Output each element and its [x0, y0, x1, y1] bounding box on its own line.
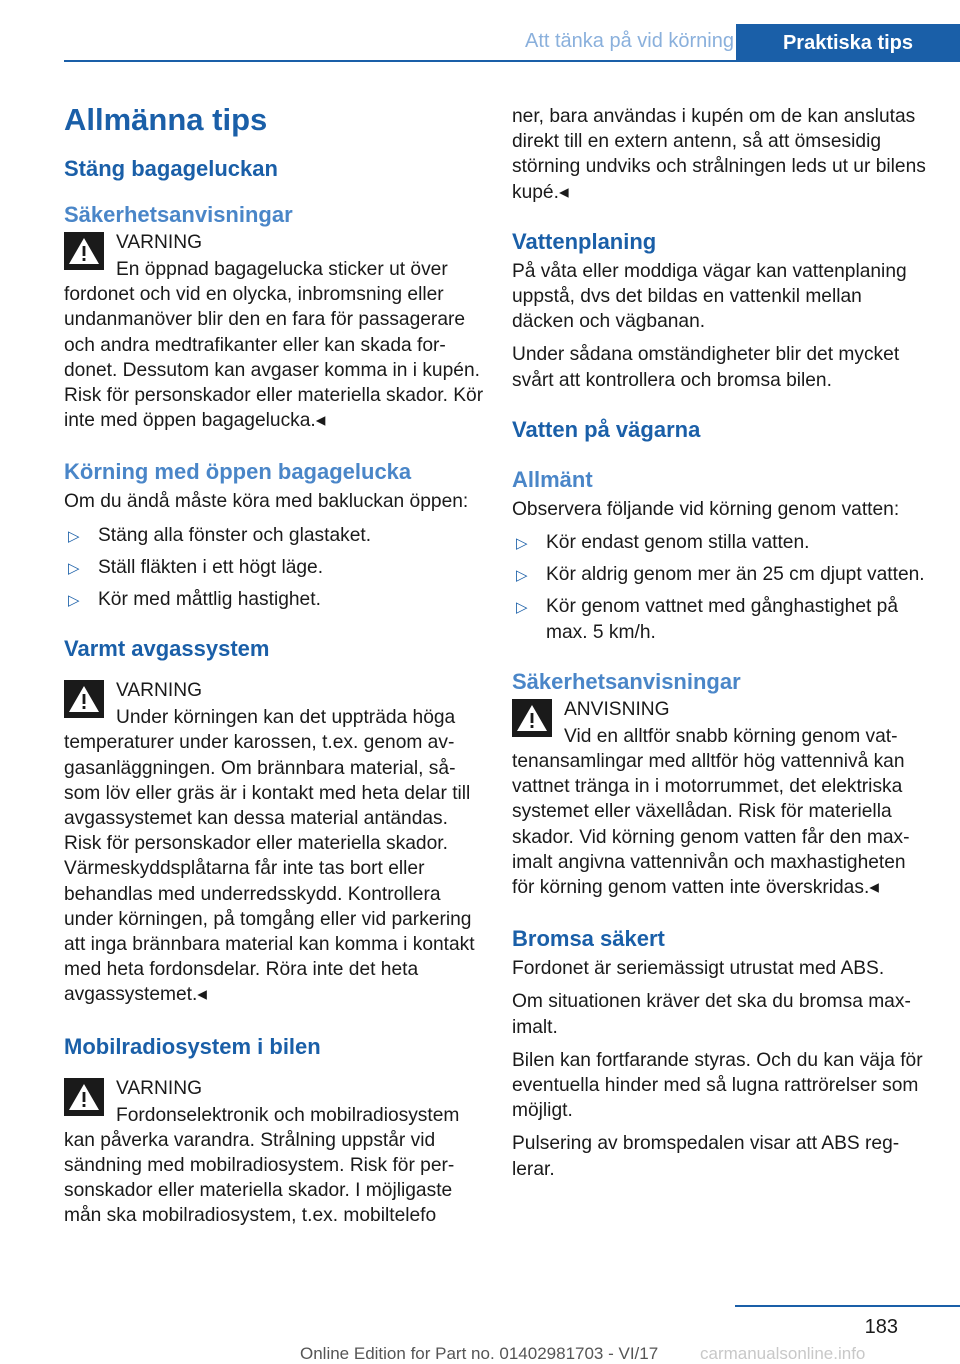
aquaplaning-text-2: Under sådana omständigheter blir det mycket svårt att kontrollera och bromsa bilen.	[512, 344, 900, 391]
heading-general: Allmänt	[512, 466, 593, 492]
list-item: ▷ Kör endast genom stilla vatten.	[512, 530, 926, 555]
heading-hot-exhaust: Varmt avgassystem	[64, 636, 270, 662]
right-column	[512, 104, 926, 1190]
warning-label: VARNING	[116, 1077, 202, 1099]
warning-box-3	[64, 1078, 484, 1229]
edition-note: Online Edition for Part no. 01402981703 - VI/17	[300, 1344, 659, 1363]
brake-text-1: Fordonet är seriemässigt utrustat med ABS.	[512, 958, 885, 980]
warning-text: En öppnad bagagelucka sticker ut över fordonet och vid en olycka, inbromsning eller undanmanöver blir den en fara för passagerare och andra medtrafikanter eller kan skada fordonet. Dessutom kan avgaser komma in i kupén. Risk för personskador eller materiella skador. Kör inte med öppen bagagelucka.◂	[64, 259, 484, 432]
continued-text: ner, bara användas i kupén om de kan anslutas direkt till en extern antenn, så att ömsesidig störning undviks och strålningen leds ut ur bilens kupé.◂	[512, 106, 926, 203]
list-item: ▷ Kör aldrig genom mer än 25 cm djupt vatten.	[512, 562, 926, 587]
heading-safety-2: Säkerhetsanvisningar	[512, 668, 741, 694]
page-title: Allmänna tips	[64, 102, 268, 137]
bullet-triangle-icon: ▷	[68, 559, 80, 577]
list-item: ▷ Stäng alla fönster och glastaket.	[64, 523, 484, 548]
bullet-triangle-icon: ▷	[516, 567, 528, 585]
open-trunk-list	[64, 523, 484, 613]
heading-safety-1: Säkerhetsanvisningar	[64, 202, 293, 227]
warning-triangle-icon	[64, 232, 104, 270]
heading-brake-safely: Bromsa säkert	[512, 926, 665, 952]
header-rule	[64, 60, 960, 62]
water-intro: Observera följande vid körning genom vatten:	[512, 498, 900, 520]
header-tab: Praktiska tips	[736, 24, 960, 62]
water-list	[512, 530, 926, 645]
note-text: Vid en alltför snabb körning genom vattenansamlingar med alltför hög vattennivå kan vattnet tränga in i motorrummet, det elektriska systemet eller växellådan. Risk för materiella skador. Vid körning genom vatten får den maximalt angivna vattennivån och maxhastigheten för körning genom vatten inte överskridas.◂	[512, 725, 910, 899]
warning-triangle-icon	[64, 680, 104, 718]
warning-text: Fordonselektronik och mobilradiosystem kan påverka varandra. Strålning uppstår vid sändning med mobilradiosystem. Risk för personskador eller materiella skador. I möjligaste mån ska mobilradiosystem, t.ex. mobiltelefo	[64, 1104, 460, 1227]
aquaplaning-text-1: På våta eller moddiga vägar kan vattenplaning uppstå, dvs det bildas en vattenkil mellan däcken och vägbanan.	[512, 260, 907, 333]
page-number: 183	[864, 1316, 898, 1338]
brake-text-2: Om situationen kräver det ska du bromsa maximalt.	[512, 991, 911, 1038]
note-box	[512, 699, 926, 900]
warning-label: VARNING	[116, 232, 202, 253]
heading-water-on-road: Vatten på vägarna	[512, 416, 701, 442]
bullet-triangle-icon: ▷	[68, 592, 80, 610]
warning-box-1	[64, 232, 484, 433]
heading-mobile-radio: Mobilradiosystem i bilen	[64, 1033, 321, 1059]
brake-text-3: Bilen kan fortfarande styras. Och du kan väja för eventuella hinder med så lugna rattrörelser som möjligt.	[512, 1049, 923, 1122]
left-column	[64, 100, 484, 1253]
list-item: ▷ Ställ fläkten i ett högt läge.	[64, 555, 484, 580]
watermark: carmanualsonline.info	[700, 1344, 866, 1363]
note-label: ANVISNING	[564, 698, 670, 720]
bullet-triangle-icon: ▷	[68, 527, 80, 545]
warning-box-2	[64, 680, 484, 1007]
list-item: ▷ Kör genom vattnet med gånghastighet på max. 5 km/h.	[516, 596, 899, 643]
heading-close-trunk: Stäng bagageluckan	[64, 156, 278, 181]
warning-label: VARNING	[116, 680, 202, 702]
bullet-triangle-icon: ▷	[516, 599, 528, 617]
warning-text: Under körningen kan det uppträda höga temperaturer under karossen, t.ex. genom avgasanläggningen. Om brännbara material, såsom löv eller gräs är i kontakt med heta delar till avgassystemet kan dessa material antändas. Risk för personskador eller materiella skador. Värmeskyddsplåtarna får inte tas bort eller behandlas med underredsskydd. Kontrollera under körningen, på tomgång eller vid parkering att inga brännbara material kan komma i kontakt med heta fordonsdelar. Röra inte det heta avgassystemet.◂	[64, 707, 475, 1006]
header-section: Att tänka på vid körning	[524, 30, 734, 52]
heading-aquaplaning: Vattenplaning	[512, 228, 657, 254]
brake-text-4: Pulsering av bromspedalen visar att ABS reglerar.	[512, 1133, 900, 1180]
heading-open-trunk: Körning med öppen bagagelucka	[64, 459, 412, 485]
warning-triangle-icon	[64, 1078, 104, 1116]
list-item: ▷ Kör med måttlig hastighet.	[64, 587, 484, 612]
footer-rule	[735, 1305, 960, 1307]
warning-triangle-icon	[512, 699, 552, 737]
open-intro: Om du ändå måste köra med bakluckan öppen:	[64, 491, 469, 513]
page-header	[64, 24, 960, 62]
bullet-triangle-icon: ▷	[516, 535, 528, 553]
